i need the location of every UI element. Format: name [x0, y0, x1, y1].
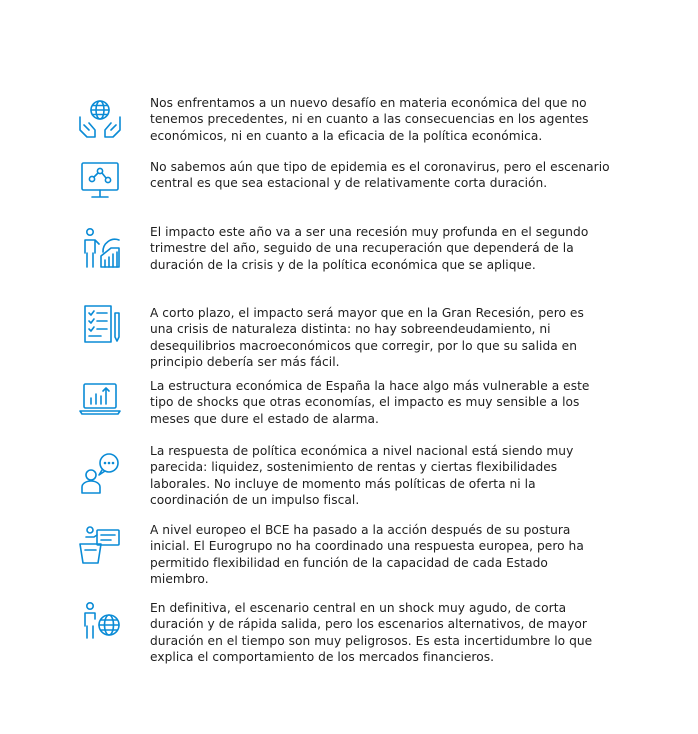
speaker-podium-board-icon — [77, 522, 123, 568]
network-monitor-icon — [77, 159, 123, 205]
summary-text: La estructura económica de España la hace algo más vulnerable a este tipo de shocks que otras economías, el impacto es muy sensible a los meses que dure el estado de alarma. — [150, 379, 590, 426]
person-globe-icon — [77, 600, 123, 646]
hands-globe-icon — [77, 97, 123, 143]
summary-text: En definitiva, el escenario central en un shock muy agudo, de corta duración y de rápida salida, pero los escenarios alternativos, de mayor duración en el tiempo son muy peligrosos. Es esta incertidumbre lo que explica el comportamiento de los mercados financieros. — [150, 601, 593, 665]
summary-text: A corto plazo, el impacto será mayor que en la Gran Recesión, pero es una crisis de naturaleza distinta: no hay sobreendeudamiento, ni desequilibrios macroeconómicos que corregir, por lo que su salida en principio debería ser más fácil. — [150, 306, 584, 370]
presenter-chart-icon — [77, 226, 123, 272]
summary-text: No sabemos aún que tipo de epidemia es el coronavirus, pero el escenario central es que sea estacional y de relativamente corta duración. — [150, 160, 610, 191]
laptop-growth-chart-icon — [77, 376, 123, 422]
person-speech-bubble-icon — [77, 451, 123, 497]
summary-text: La respuesta de política económica a nivel nacional está siendo muy parecida: liquidez, sostenimiento de rentas y ciertas flexibilidades laborales. No incluye de momento más políticas de oferta ni la coordinación de un impulso fiscal. — [150, 444, 574, 508]
summary-text: El impacto este año va a ser una recesión muy profunda en el segundo trimestre del año, seguido de una recuperación que dependerá de la duración de la crisis y de la política económica que se aplique. — [150, 225, 589, 272]
summary-text: A nivel europeo el BCE ha pasado a la acción después de su postura inicial. El Eurogrupo no ha coordinado una respuesta europea, pero ha permitido flexibilidad en función de la capacidad de cada Estado miembro. — [150, 523, 584, 587]
checklist-pen-icon — [77, 301, 123, 347]
summary-text: Nos enfrentamos a un nuevo desafío en materia económica del que no tenemos precedentes, ni en cuanto a las consecuencias en los agentes económicos, ni en cuanto a la eficacia de la política económica. — [150, 96, 589, 143]
